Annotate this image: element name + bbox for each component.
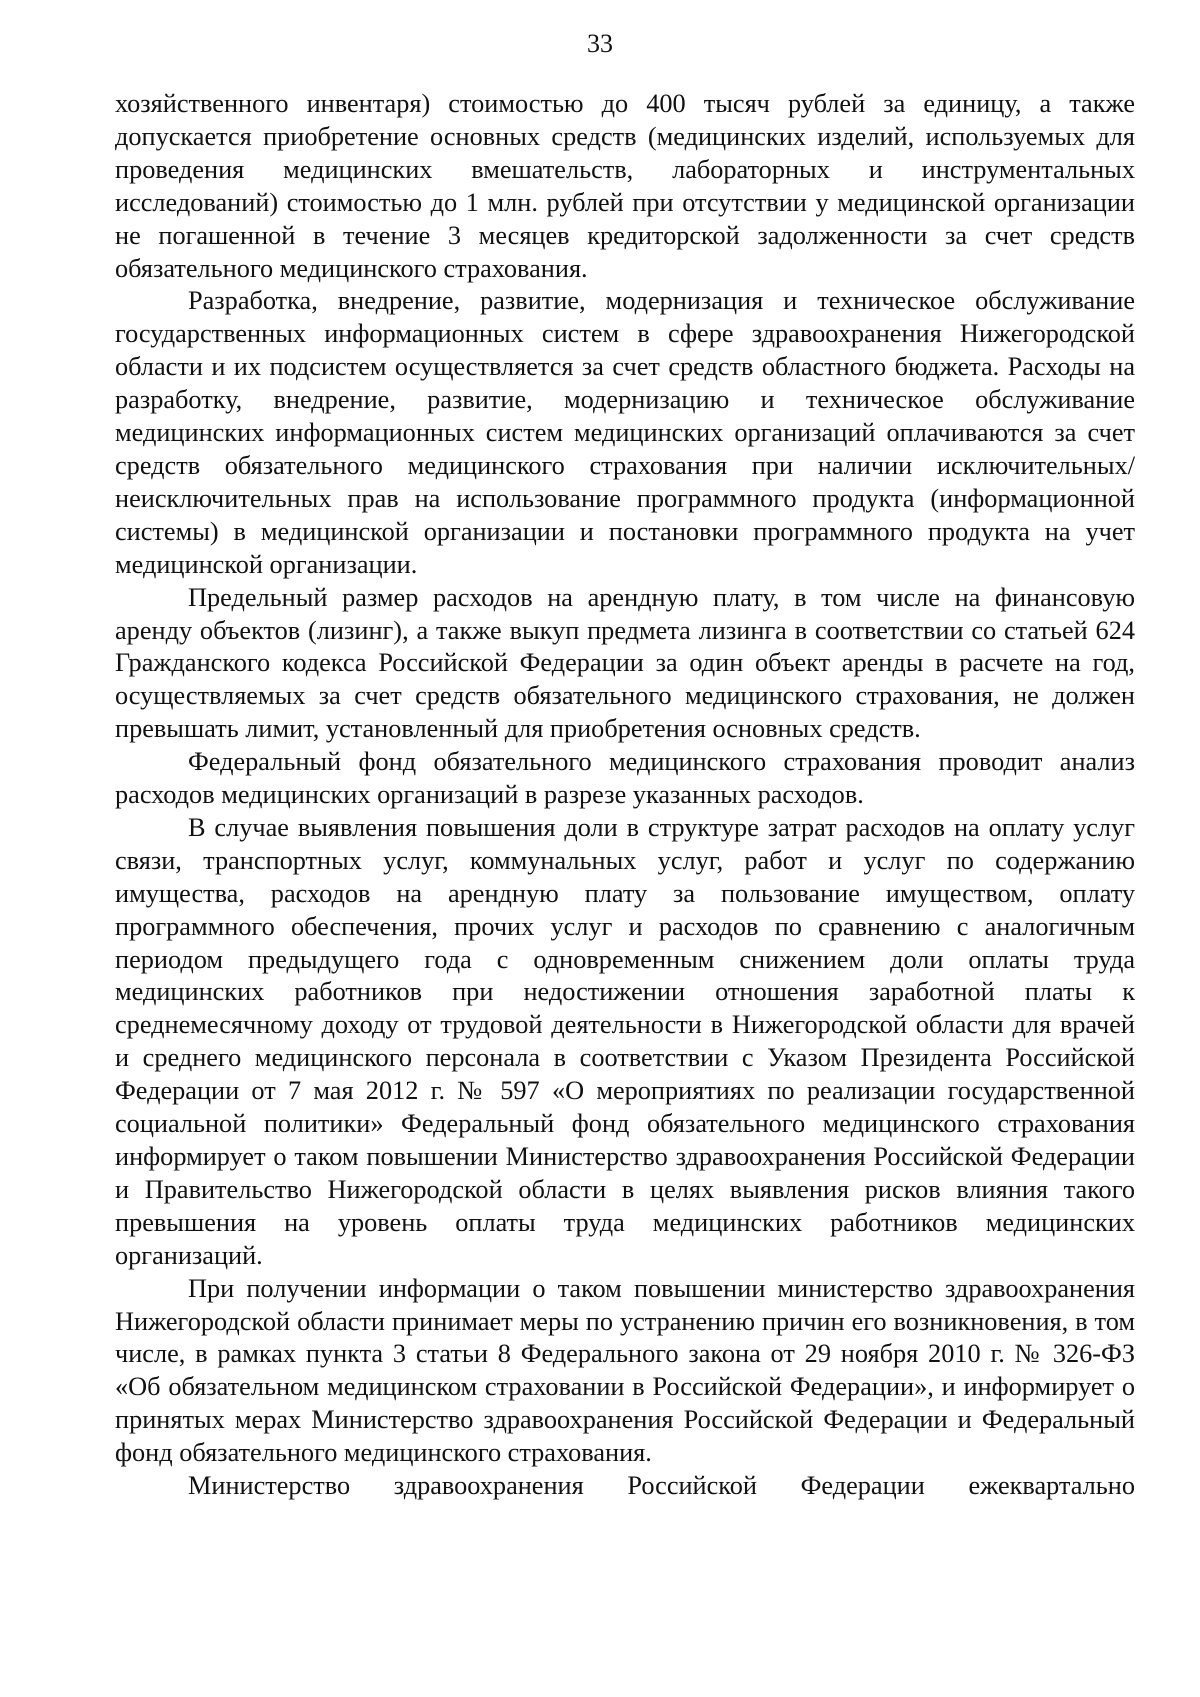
document-body <box>115 88 1135 1503</box>
paragraph-cost-structure: В случае выявления повышения доли в структуре затрат расходов на оплату услуг связи, транспортных услуг, коммунальных услуг, работ и услуг по содержанию имущества, расходов на арендную плату за пользование имуществом, оплату программного обеспечения, прочих услуг и расходов по сравнению с аналогичным периодом предыдущего года с одновременным снижением доли оплаты труда медицинских работников при недостижении отношения заработной платы к среднемесячному доходу от трудовой деятельности в Нижегородской области для врачей и среднего медицинского персонала в соответствии с Указом Президента Российской Федерации от 7 мая 2012 г. № 597 «О мероприятиях по реализации государственной социальной политики» Федеральный фонд обязательного медицинского страхования информирует о таком повышении Министерство здравоохранения Российской Федерации и Правительство Нижегородской области в целях выявления рисков влияния такого превышения на уровень оплаты труда медицинских работников медицинских организаций. <box>115 812 1135 1270</box>
paragraph-continued-inventory: хозяйственного инвентаря) стоимостью до 400 тысяч рублей за единицу, а также допускается приобретение основных средств (медицинских изделий, используемых для проведения медицинских вмешательств, лабораторных и инструментальных исследований) стоимостью до 1 млн. рублей при отсутствии у медицинской организации не погашенной в течение 3 месяцев кредиторской задолженности за счет средств обязательного медицинского страхования. <box>115 89 1135 283</box>
paragraph-information-systems: Разработка, внедрение, развитие, модернизация и техническое обслуживание государственных информационных систем в сфере здравоохранения Нижегородской области и их подсистем осуществляется за счет средств областного бюджета. Расходы на разработку, внедрение, развитие, модернизацию и техническое обслуживание медицинских информационных систем медицинских организаций оплачиваются за счет средств обязательного медицинского страхования при наличии исключительных/неисключительных прав на использование программного продукта (информационной системы) в медицинской организации и постановки программного продукта на учет медицинской организации. <box>115 286 1135 579</box>
paragraph-federal-fund-analysis: Федеральный фонд обязательного медицинского страхования проводит анализ расходов медицинских организаций в разрезе указанных расходов. <box>115 747 1135 810</box>
paragraph-ministry-measures: При получении информации о таком повышении министерство здравоохранения Нижегородской области принимает меры по устранению причин его возникновения, в том числе, в рамках пункта 3 статьи 8 Федерального закона от 29 ноября 2010 г. № 326-ФЗ «Об обязательном медицинском страховании в Российской Федерации», и информирует о принятых мерах Министерство здравоохранения Российской Федерации и Федеральный фонд обязательного медицинского страхования. <box>115 1273 1135 1468</box>
paragraph-ministry-quarterly: Министерство здравоохранения Российской Федерации ежеквартально <box>188 1471 1135 1501</box>
page-number: 33 <box>587 29 613 58</box>
paragraph-rent-limit: Предельный размер расходов на арендную плату, в том числе на финансовую аренду объектов (лизинг), а также выкуп предмета лизинга в соответствии со статьей 624 Гражданского кодекса Российской Федерации за один объект аренды в расчете на год, осуществляемых за счет средств обязательного медицинского страхования, не должен превышать лимит, установленный для приобретения основных средств. <box>115 582 1135 744</box>
